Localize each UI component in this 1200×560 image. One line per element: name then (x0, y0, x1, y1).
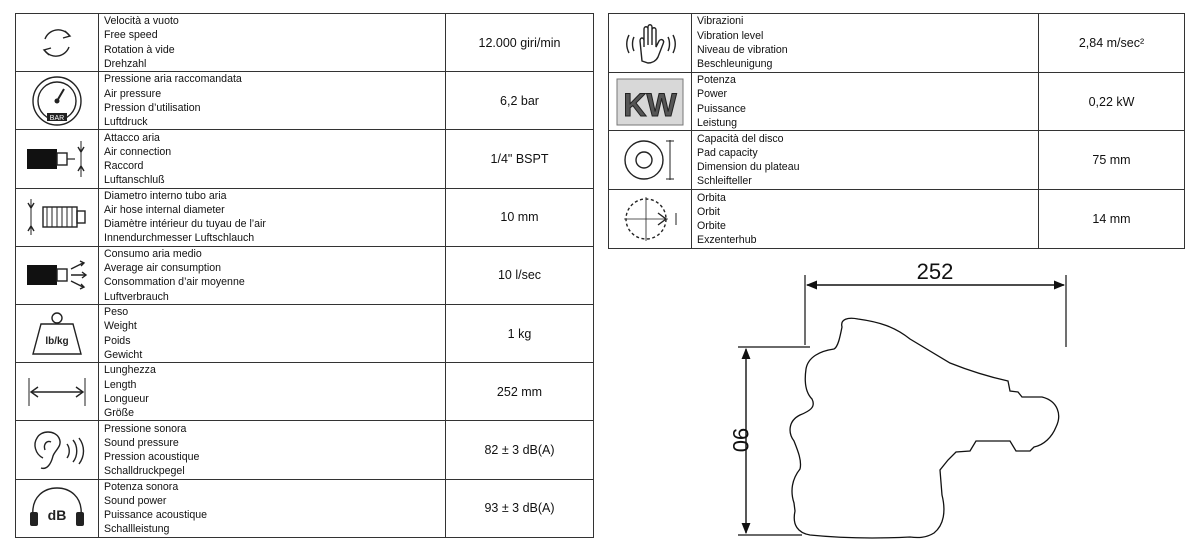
sander-dimension-drawing (690, 255, 1110, 545)
height-label: 90 (728, 427, 753, 453)
spec-label-cell (99, 14, 446, 72)
spec-label-line: Air connection (104, 145, 172, 158)
spec-row (16, 304, 594, 362)
gauge-unit-text: BAR (49, 114, 65, 122)
spec-row (16, 72, 594, 130)
db-unit-text: dB (47, 507, 67, 524)
spec-label-line: Pressione sonora (104, 422, 187, 435)
spec-label-line: Orbit (697, 205, 720, 218)
spec-label-line: Capacità del disco (697, 132, 784, 145)
orbit-icon (614, 193, 686, 245)
spec-label-line: Drehzahl (104, 57, 147, 70)
spec-label-line: Luftverbrauch (104, 290, 169, 303)
spec-label-line: Sound power (104, 494, 167, 507)
spec-label-cell (692, 131, 1039, 190)
ear-sound-icon (21, 424, 93, 476)
spec-label-cell (99, 479, 446, 537)
spec-value: 1 kg (446, 304, 594, 362)
spec-icon-cell (16, 421, 99, 479)
spec-label-cell (692, 72, 1039, 131)
right-specs-table (608, 13, 1185, 249)
spec-row (16, 421, 594, 479)
spec-icon-cell (16, 304, 99, 362)
spec-label-line: Diamètre intérieur du tuyau de l’air (104, 218, 266, 231)
spec-value: 10 mm (446, 188, 594, 246)
spec-label-cell (99, 130, 446, 188)
spec-row (16, 14, 594, 72)
spec-label-line: Puissance acoustique (104, 509, 208, 522)
spec-label-line: Length (104, 378, 137, 391)
spec-label-line: Vibration level (697, 29, 764, 42)
spec-value: 252 mm (446, 363, 594, 421)
spec-icon-cell (609, 14, 692, 73)
spec-label-line: Consommation d’air moyenne (104, 276, 245, 289)
spec-label-line: Air pressure (104, 87, 162, 100)
spec-icon-cell (16, 479, 99, 537)
power-unit-text: KW (623, 86, 677, 123)
spec-label-cell (99, 188, 446, 246)
hose-diameter-icon (21, 191, 93, 243)
spec-value: 2,84 m/sec² (1039, 14, 1185, 73)
spec-label-line: Orbite (697, 219, 726, 232)
spec-label-line: Gewicht (104, 348, 143, 361)
spec-label-line: Schalldruckpegel (104, 465, 185, 478)
spec-row (16, 246, 594, 304)
spec-value: 10 l/sec (446, 246, 594, 304)
spec-value: 6,2 bar (446, 72, 594, 130)
spec-row (16, 363, 594, 421)
spec-label-line: Exzenterhub (697, 234, 757, 247)
spec-label-line: Potenza (697, 74, 736, 87)
air-consumption-icon (21, 249, 93, 301)
spec-label-line: Peso (104, 306, 129, 319)
spec-label-cell (692, 14, 1039, 73)
spec-label-line: Consumo aria medio (104, 247, 202, 260)
spec-label-line: Größe (104, 406, 135, 419)
spec-row (16, 130, 594, 188)
vibration-hand-icon (614, 17, 686, 69)
spec-label-line: Velocità a vuoto (104, 15, 179, 28)
spec-icon-cell (16, 246, 99, 304)
spec-row (16, 479, 594, 537)
spec-label-cell (692, 190, 1039, 249)
spec-label-line: Innendurchmesser Luftschlauch (104, 232, 255, 245)
spec-row (609, 131, 1185, 190)
spec-value: 12.000 giri/min (446, 14, 594, 72)
spec-label-line: Poids (104, 334, 131, 347)
spec-icon-cell (16, 130, 99, 188)
spec-label-line: Diametro interno tubo aria (104, 189, 227, 202)
spec-label-cell (99, 304, 446, 362)
spec-label-line: Sound pressure (104, 436, 179, 449)
spec-icon-cell (16, 188, 99, 246)
spec-label-line: Attacco aria (104, 131, 160, 144)
spec-label-line: Vibrazioni (697, 15, 744, 28)
spec-label-cell (99, 246, 446, 304)
spec-label-line: Leistung (697, 116, 738, 129)
spec-value: 1/4" BSPT (446, 130, 594, 188)
spec-label-line: Schleifteller (697, 175, 752, 188)
spec-icon-cell (16, 363, 99, 421)
spec-label-line: Lunghezza (104, 364, 156, 377)
spec-label-line: Schallleistung (104, 523, 170, 536)
pad-disc-icon (614, 134, 686, 186)
spec-value: 93 ± 3 dB(A) (446, 479, 594, 537)
spec-icon-cell (16, 72, 99, 130)
spec-icon-cell (609, 72, 692, 131)
spec-label-cell (99, 363, 446, 421)
headphones-db-icon (21, 482, 93, 534)
spec-value: 14 mm (1039, 190, 1185, 249)
spec-label-line: Dimension du plateau (697, 161, 800, 174)
spec-label-line: Luftdruck (104, 115, 148, 128)
left-specs-table (15, 13, 594, 538)
pressure-gauge-icon (21, 75, 93, 127)
spec-label-line: Beschleunigung (697, 58, 773, 71)
spec-label-line: Pression acoustique (104, 450, 200, 463)
spec-label-line: Free speed (104, 29, 158, 42)
spec-value: 75 mm (1039, 131, 1185, 190)
sander-outline (790, 318, 1059, 538)
spec-label-cell (99, 72, 446, 130)
length-arrow-icon (21, 366, 93, 418)
spec-label-cell (99, 421, 446, 479)
spec-row (609, 14, 1185, 73)
spec-label-line: Orbita (697, 191, 726, 204)
air-connection-icon (21, 133, 93, 185)
spec-value: 0,22 kW (1039, 72, 1185, 131)
spec-icon-cell (609, 131, 692, 190)
spec-label-line: Puissance (697, 102, 746, 115)
spec-label-line: Rotation à vide (104, 43, 175, 56)
spec-label-line: Air hose internal diameter (104, 203, 225, 216)
spec-value: 82 ± 3 dB(A) (446, 421, 594, 479)
weight-icon (21, 308, 93, 360)
spec-label-line: Pressione aria raccomandata (104, 73, 242, 86)
spec-row (609, 72, 1185, 131)
spec-icon-cell (609, 190, 692, 249)
spec-label-line: Power (697, 88, 728, 101)
spec-label-line: Niveau de vibration (697, 43, 788, 56)
weight-unit-text: lb/kg (45, 335, 69, 347)
spec-label-line: Average air consumption (104, 262, 221, 275)
kw-power-icon (614, 76, 686, 128)
spec-label-line: Pad capacity (697, 147, 758, 160)
spec-label-line: Potenza sonora (104, 480, 179, 493)
spec-label-line: Longueur (104, 392, 149, 405)
spec-row (609, 190, 1185, 249)
length-label: 252 (916, 259, 954, 284)
spec-icon-cell (16, 14, 99, 72)
spec-label-line: Pression d’utilisation (104, 101, 201, 114)
spec-label-line: Raccord (104, 159, 144, 172)
spec-row (16, 188, 594, 246)
spec-label-line: Weight (104, 320, 137, 333)
spec-label-line: Luftanschluß (104, 174, 165, 187)
rotation-arrows-icon (21, 17, 93, 69)
